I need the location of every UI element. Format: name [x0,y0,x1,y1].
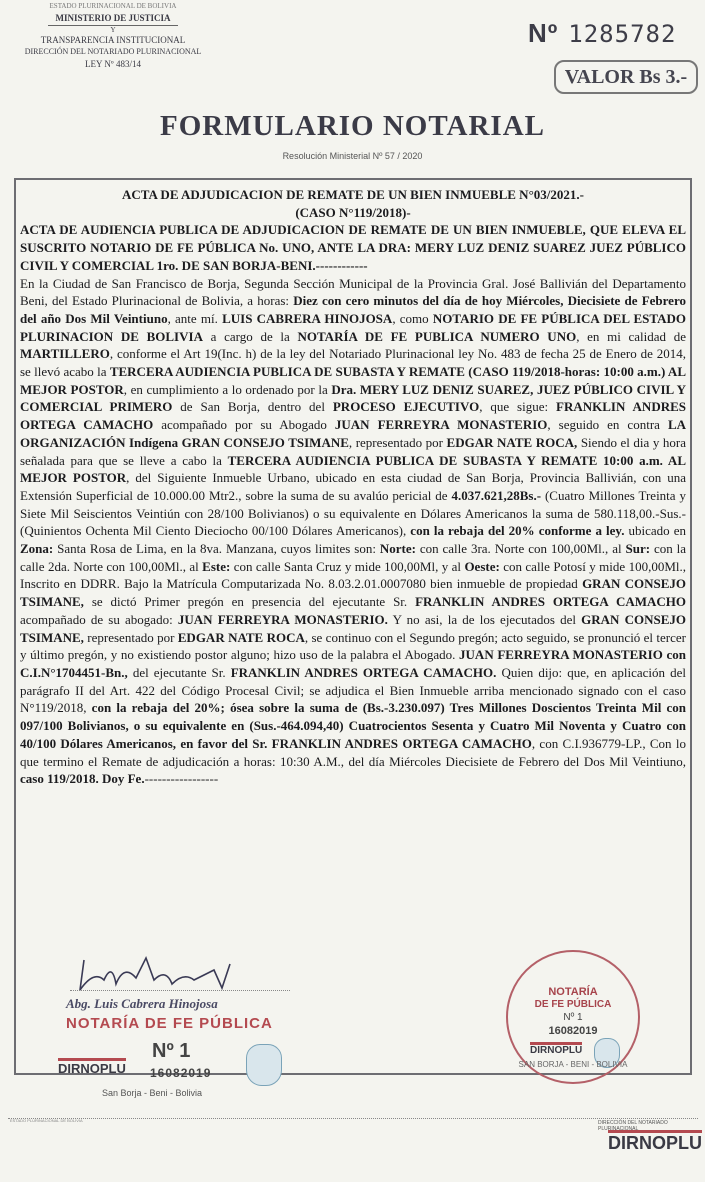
serial-number [528,18,676,49]
ministry-header [8,0,218,70]
header-direccion: DIRECCIÓN DEL NOTARIADO PLURINACIONAL [24,47,202,56]
signature-scribble [54,950,304,995]
text-run-bold: PROCESO EJECUTIVO [332,399,480,415]
text-run: , con C.I.936779-LP., Con lo que termino el Remate de adjudicación a horas: 10:30 A.M., del día Miércoles Diecisiete de Febrero del Dos Mil Veintiuno, [20,735,686,769]
dirnoplu-logo: DIRNOPLU [58,1058,126,1076]
seal-dirnoplu-logo: DIRNOPLU [530,1042,582,1056]
notary-code: 16082019 [150,1066,212,1080]
text-run-bold: caso 119/2018. Doy Fe. [20,771,145,787]
intro-text: ACTA DE AUDIENCIA PUBLICA DE ADJUDICACION DE REMATE DE UN BIEN INMUEBLE, QUE ELEVA EL SUSCRITO NOTARIO DE FE PÚBLICA No. UNO, ANTE LA DRA: MERY LUZ DENIZ SUAREZ JUEZ PÚBLICO CIVIL Y COMERCIAL 1ro. DE SAN BORJA-BENI.------------ [20,222,686,273]
text-run: a cargo de la [202,328,298,344]
text-run: acompañado de su abogado: [20,611,178,627]
text-run: , se continuo con el Segundo pregón; acto seguido, se pronunció el tercer y último pregón, y no existiendo postor alguno; hizo uso de la palabra el Abogado. [20,629,686,663]
text-run: con la calle 2da. Norte con 100,00Ml., al [20,541,687,574]
seal-fe-publica: DE FE PÚBLICA [534,999,612,1010]
text-run-bold: FRANKLIN ANDRES ORTEGA CAMACHO [20,399,687,433]
text-run: con calle Potosí y mide 100,00Ml., Inscrito en DDRR. Bajo la Matrícula Computarizada No. 8.03.2.01.0007080 bien inmueble de propiedad [20,558,686,592]
text-run-bold: GRAN CONSEJO TSIMANE, [20,576,686,610]
text-run-bold: Norte: [379,541,416,557]
text-run-bold: MARTILLERO [20,346,110,362]
text-run-bold: Sur: [625,541,651,557]
header-state: ESTADO PLURINACIONAL DE BOLIVIA [49,2,177,10]
text-run-bold: con la rebaja del 20% conforme a ley. [410,523,625,539]
text-run: con calle 3ra. Norte con 100,00Ml., al [415,541,626,557]
text-run-bold: TERCERA AUDIENCIA PUBLICA DE SUBASTA Y REMATE (CASO 119/2018-horas: 10:00 a.m.) AL MEJOR POSTOR [20,364,686,397]
text-run-bold: con la rebaja del 20%; ósea sobre la suma de (Bs.-3.230.097) Tres Millones Doscientos Treinta Mil con 097/100 Bolivianos, o su equivalente en (Sus.-464.094,40) Cuatrocientos Sesenta y Cuatro Mil Noventa y Cuatro con 40/100 Dólares Americanos, en favor del Sr. FRANKLIN ANDRES ORTEGA CAMACHO [20,700,686,751]
text-run-bold: GRAN CONSEJO TSIMANE, [20,611,686,645]
text-run-bold: NOTARÍA DE FE PUBLICA NUMERO UNO [297,328,577,344]
text-run-bold: LA ORGANIZACIÓN Indígena GRAN CONSEJO TSIMANE [20,417,686,450]
text-run-bold: Diez con cero minutos del día de hoy Miércoles, Diecisiete de Febrero del año Dos Mil Veintiuno [20,293,686,326]
form-title: FORMULARIO NOTARIAL [160,110,545,142]
text-run-bold: Oeste: [464,558,500,574]
serial-value: 1285782 [568,20,677,48]
text-run-bold: FRANKLIN ANDRES ORTEGA CAMACHO [415,594,686,610]
notary-location: San Borja - Beni - Bolivia [102,1088,203,1098]
text-run-bold: FRANKLIN ANDRES ORTEGA CAMACHO. [230,664,497,680]
text-run-bold: TERCERA AUDIENCIA PUBLICA DE SUBASTA Y REMATE 10:00 a.m. AL MEJOR POSTOR [20,452,686,486]
text-run: , que sigue: [479,399,557,415]
valor-badge: VALOR Bs 3.- [554,60,698,94]
header-y: Y [110,26,116,34]
form-subtitle: Resolución Ministerial Nº 57 / 2020 [282,151,423,161]
notary-number: Nº 1 [152,1040,191,1062]
text-run-bold: Este: [202,558,231,574]
text-run: En la Ciudad de San Francisco de Borja, Segunda Sección Municipal de la Provincia Gral. José Ballivián del Departamento Beni, del Estado Plurinacional de Bolivia, a horas: [20,275,686,309]
text-run: se dictó Primer pregón en presencia del ejecutante Sr. [83,594,416,610]
text-run: del ejecutante Sr. [127,664,231,680]
text-run-bold: JUAN FERREYRA MONASTERIO. [177,611,388,627]
header-ministry: MINISTERIO DE JUSTICIA [55,13,171,23]
text-run: representado por [83,629,178,645]
text-run: Quien dijo: que, en aplicación del parágrafo II del Art. 422 del Código Procesal Civil; se adjudica el Bien Inmueble arriba mencionado signado con el caso N°119/2018, [20,664,686,716]
text-run: Siendo el dia y hora señalada para que se lleve a cabo la [20,434,686,468]
seal-code: 16082019 [548,1025,598,1037]
text-run: , del Siguiente Inmueble Urbano, ubicado en esta ciudad de San Borja, Provincia Ballivián, con una Extensión Superficial de 10.000.00 Mtr2., sobre la suma de su avalúo pericial de [20,470,686,503]
text-run-bold: JUAN FERREYRA MONASTERIO con C.I.N°1704451-Bn., [20,647,686,680]
paragraph-main [20,275,686,788]
document-heading-1: ACTA DE ADJUDICACION DE REMATE DE UN BIEN INMUEBLE N°03/2021.- [122,187,584,202]
text-run: , ante mí. [167,310,223,326]
text-run-bold: NOTARIO DE FE PÚBLICA DEL ESTADO PLURINACION DE BOLIVIA [20,310,686,344]
footer-fine-print: ESTADO PLURINACIONAL DE BOLIVIA [10,1118,83,1123]
serial-label: Nº [528,18,559,48]
text-run: ----------------- [144,771,219,787]
footer-direccion: DIRECCIÓN DEL NOTARIADO PLURINACIONAL [598,1120,668,1132]
text-run: acompañado por su Abogado [153,417,335,433]
text-run: , en cumplimiento a lo ordenado por la [123,381,332,397]
notary-seal [506,950,640,1084]
signature-name: Abg. Luis Cabrera Hinojosa [66,996,218,1011]
signature-role: NOTARÍA DE FE PÚBLICA [66,1015,273,1032]
text-run: , en mi calidad de [576,328,687,344]
text-run: (Cuatro Millones Treinta y Siete Mil Seiscientos Veintiún con 28/100 Bolivianos) o su equivalente en Dólares Americanos la suma de 580.118,00.-Sus.-(Quinientos Ochenta Mil Ciento Dieciocho 00/100 Dólares Americanos), [20,487,686,539]
text-run: Y no asi, la de los ejecutados del [387,611,582,627]
text-run-bold: EDGAR NATE ROCA [177,629,305,645]
paragraph-intro [20,221,686,274]
text-run-bold: LUIS CABRERA HINOJOSA [222,310,393,326]
signature-line [70,990,290,991]
text-run: , seguido en contra [547,417,668,433]
document-body [20,186,686,788]
text-run: de San Borja, dentro del [172,399,333,415]
text-run: con calle Santa Cruz y mide 100,00Ml, y al [230,558,465,574]
text-run-bold: Dra. MERY LUZ DENIZ SUAREZ, JUEZ PÚBLICO CIVIL Y COMERCIAL PRIMERO [20,381,686,415]
text-run-bold: Zona: [20,541,54,557]
document-heading-2: (CASO N°119/2018)- [295,204,411,220]
text-run: Santa Rosa de Lima, en la 8va. Manzana, cuyos limites son: [53,541,380,557]
header-transparencia: TRANSPARENCIA INSTITUCIONAL [40,35,186,45]
seal-number: Nº 1 [563,1012,583,1023]
text-run: , representado por [348,434,447,450]
text-run-bold: EDGAR NATE ROCA, [446,434,578,450]
text-run-bold: 4.037.621,28Bs.- [451,487,542,503]
footer-rule [8,1118,698,1119]
text-run: , conforme el Art 19(Inc. h) de la ley del Notariado Plurinacional ley No. 483 de fecha 25 de Enero de 2014, se llevó acabo la [20,346,686,380]
footer-dirnoplu-logo: DIRNOPLU [608,1130,702,1154]
seal-notaria: NOTARÍA [548,986,598,998]
text-run-bold: JUAN FERREYRA MONASTERIO [334,417,548,433]
header-ley: LEY Nº 483/14 [85,59,141,69]
seal-location: SAN BORJA - BENI - BOLIVIA [518,1060,628,1069]
text-run: , como [392,310,433,326]
bolivia-emblem-icon [246,1044,282,1086]
text-run: ubicado en [624,523,687,539]
